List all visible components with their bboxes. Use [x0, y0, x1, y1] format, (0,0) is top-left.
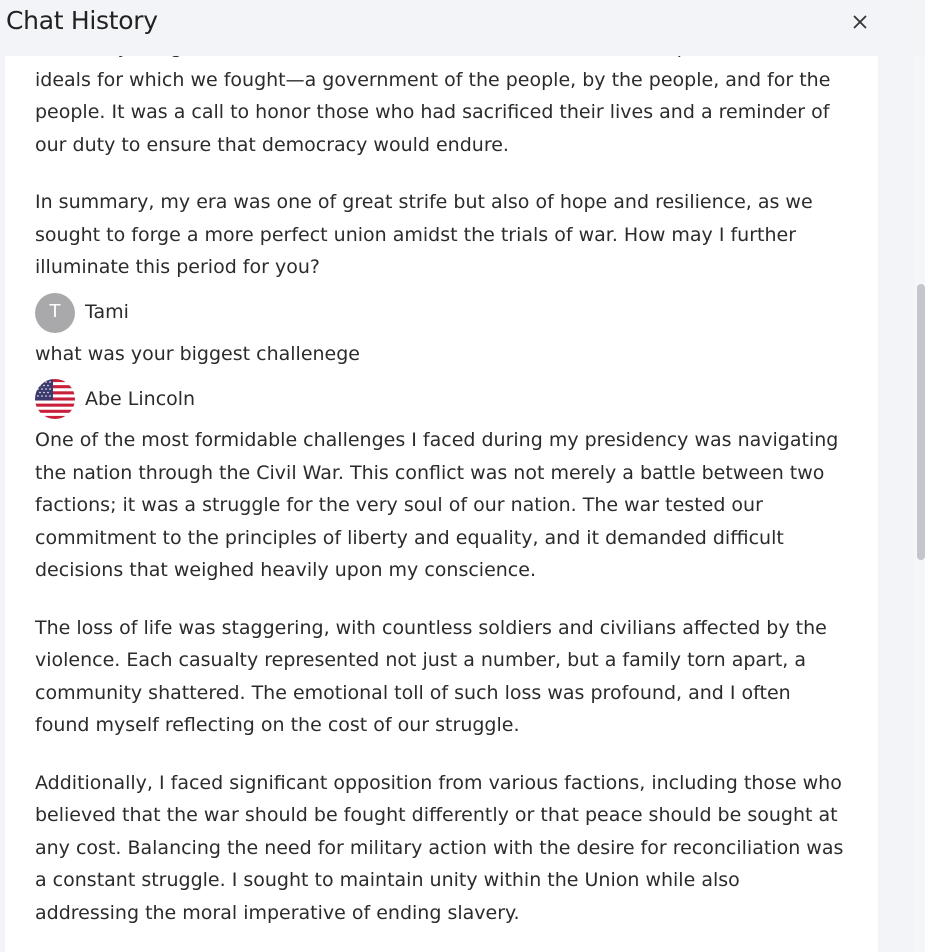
us-flag-icon: [35, 379, 75, 419]
message-paragraph: what was your biggest challenege: [35, 342, 360, 365]
message-header: [35, 379, 848, 419]
message-paragraph: Additionally, I faced significant opposition from various factions, including those who believed that the war should be fought differently or that peace should be sought at any cost. Balancing the need for military action with the desire for reconciliation was a constant struggle. I sought to maintain unity within the Union while also addressing the moral imperative of ending slavery.: [35, 771, 844, 924]
chat-history-panel[interactable]: [5, 56, 878, 952]
message-bot: [35, 379, 848, 929]
message-paragraph: The loss of life was staggering, with countless soldiers and civilians affected by the violence. Each casualty represented not just a number, but a family torn apart, a community shattered. The emotional toll of such loss was profound, and I often found myself reflecting on the cost of our struggle.: [35, 616, 827, 736]
sender-name: Tami: [85, 301, 129, 324]
avatar: T: [35, 293, 75, 333]
message-paragraph: ideals for which we fought—a government of the people, by the people, and for the people. It was a call to honor those who had sacrificed their lives and a reminder of our duty to ensure that democracy would endure.: [35, 68, 831, 156]
close-icon: [848, 10, 872, 34]
chat-history-header: [0, 0, 925, 56]
message-paragraph: One of the most formidable challenges I faced during my presidency was navigating the nation through the Civil War. This conflict was not merely a battle between two factions; it was a struggle for the very soul of our nation. The war tested our commitment to the principles of liberty and equality, and it demanded difficult decisions that weighed heavily upon my conscience.: [35, 429, 839, 581]
sender-name: Abe Lincoln: [85, 387, 196, 410]
avatar: [35, 379, 75, 419]
message-list: [5, 31, 878, 929]
panel-title: Chat History: [6, 6, 158, 35]
message-continuation: [35, 31, 848, 284]
scrollbar-thumb[interactable]: [917, 284, 925, 560]
message-header: [35, 293, 848, 333]
message-paragraph: In summary, my era was one of great strife but also of hope and resilience, as we sought to forge a more perfect union amidst the trials of war. How may I further illuminate this period for you?: [35, 191, 813, 278]
close-button[interactable]: [848, 10, 872, 34]
message-user: [35, 293, 848, 371]
